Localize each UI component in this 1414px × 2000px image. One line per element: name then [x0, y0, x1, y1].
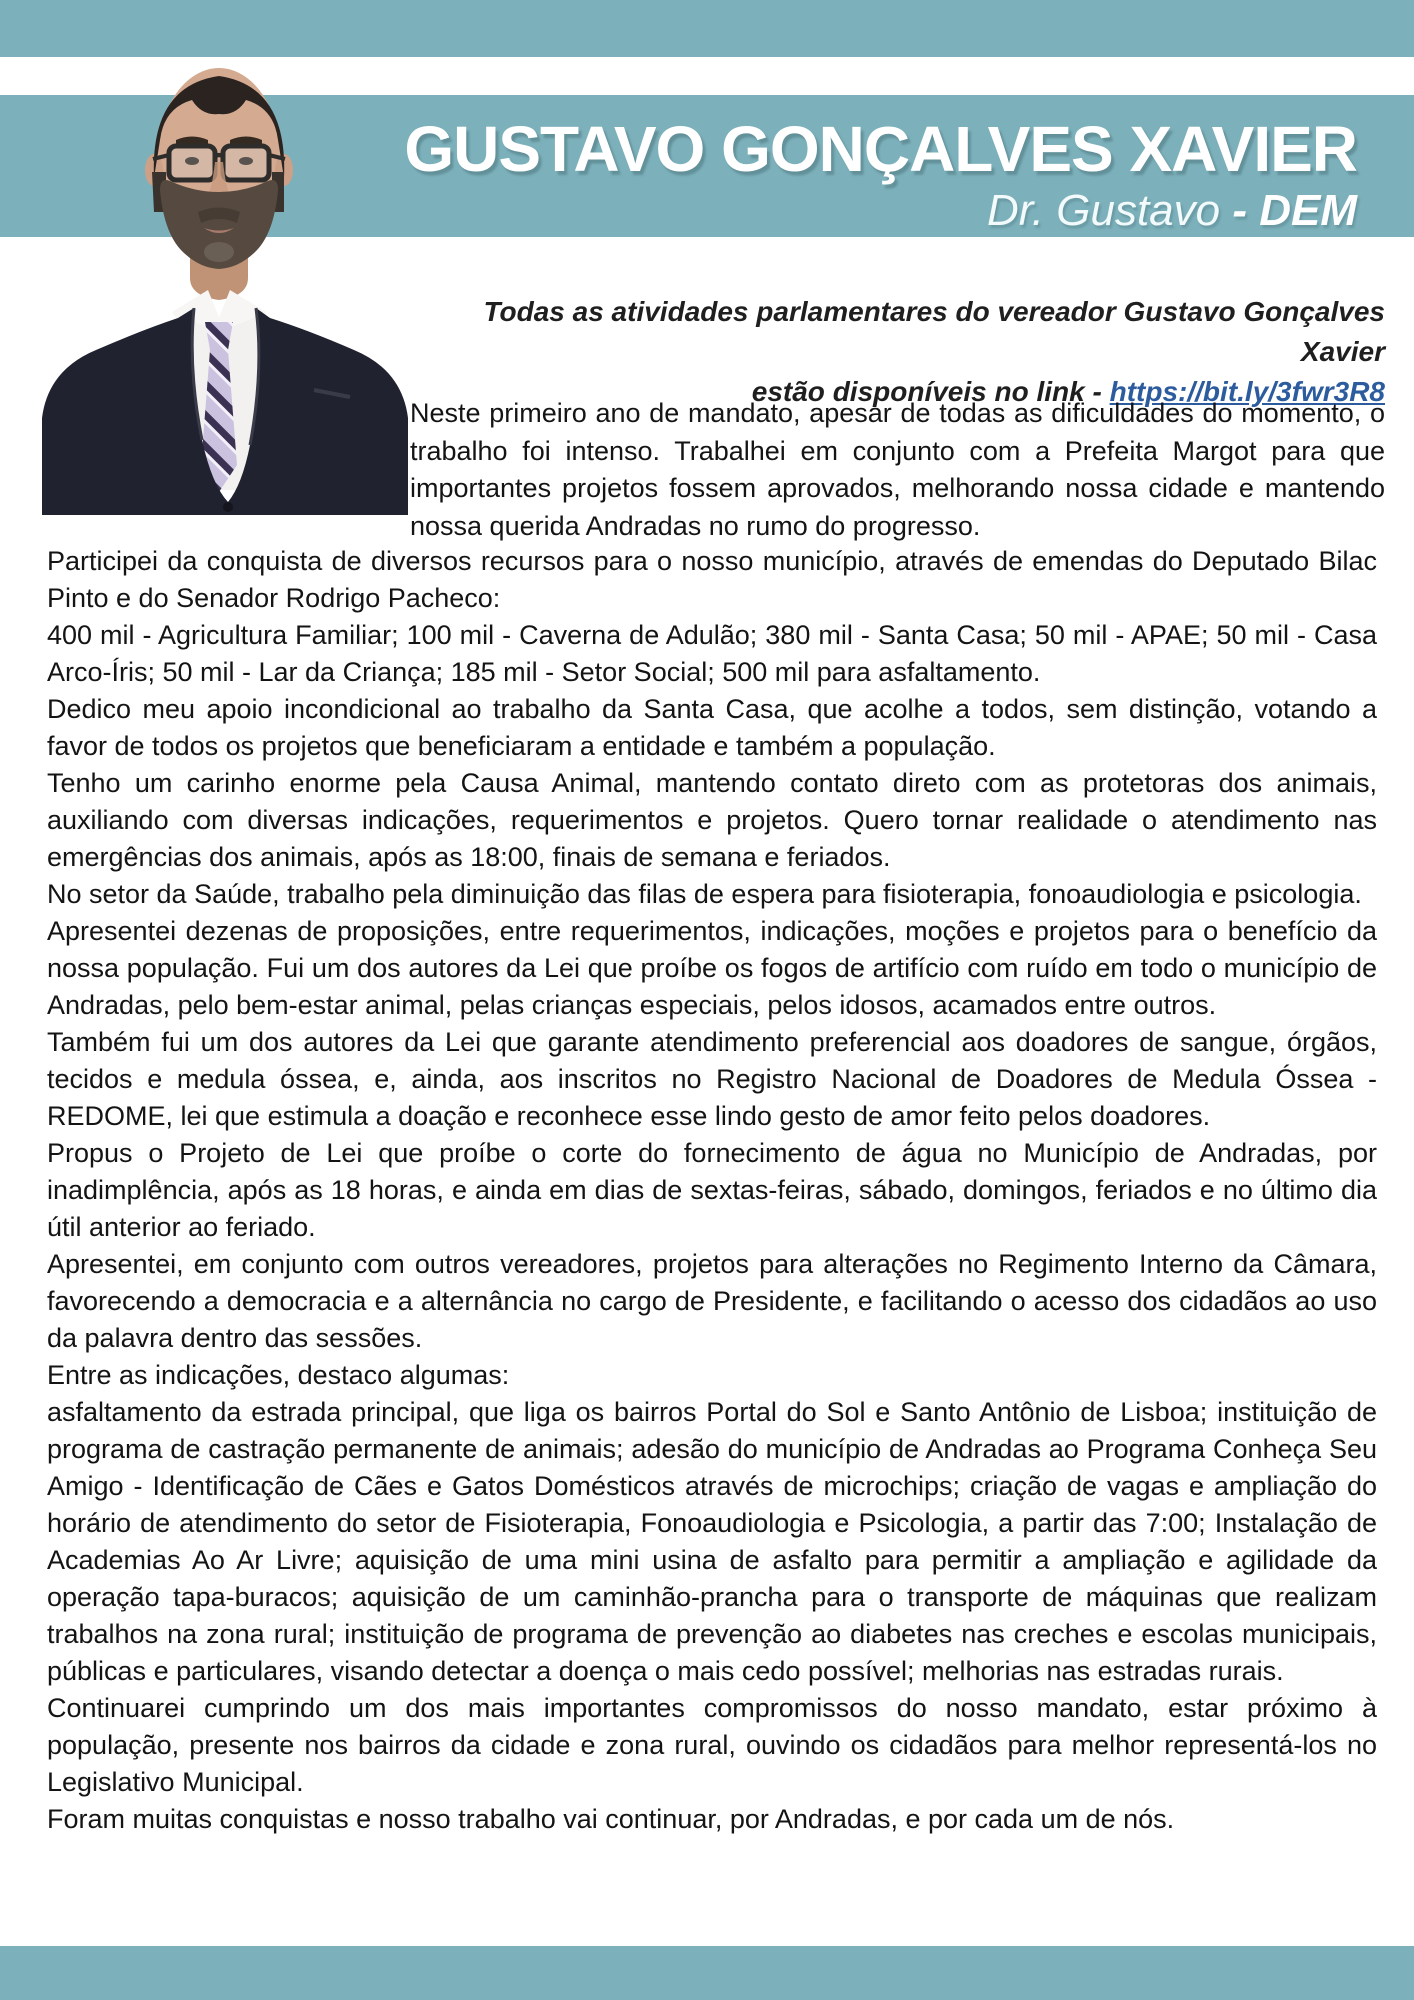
politician-subtitle [404, 186, 1357, 236]
intro-note [410, 292, 1385, 412]
body-paragraph: Tenho um carinho enorme pela Causa Animal, mantendo contato direto com as protetoras dos animais, auxiliando com diversas indicações, requerimentos e projetos. Quero tornar realidade o atendimento nas emergências dos animais, após as 18:00, finais de semana e feriados. [47, 768, 1377, 872]
politician-nickname: Dr. Gustavo [987, 186, 1221, 235]
body-paragraph: Apresentei dezenas de proposições, entre requerimentos, indicações, moções e projetos para o benefício da nossa população. Fui um dos autores da Lei que proíbe os fogos de artifício com ruído em todo o município de Andradas, pelo bem-estar animal, pelas crianças especiais, pelos idosos, acamados entre outros. [47, 916, 1377, 1020]
activities-link[interactable]: https://bit.ly/3fwr3R8 [1109, 376, 1385, 407]
body-paragraph: Foram muitas conquistas e nosso trabalho vai continuar, por Andradas, e por cada um de nós. [47, 1804, 1175, 1834]
body-paragraph: 400 mil - Agricultura Familiar; 100 mil - Caverna de Adulão; 380 mil - Santa Casa; 50 mil - APAE; 50 mil - Casa Arco-Íris; 50 mil - Lar da Criança; 185 mil - Setor Social; 500 mil para asfaltamento. [47, 620, 1377, 687]
header-title-block [404, 112, 1357, 236]
body-paragraph: asfaltamento da estrada principal, que liga os bairros Portal do Sol e Santo Antônio de Lisboa; instituição de programa de castração permanente de animais; adesão do município de Andradas ao Programa Conheça Seu Amigo - Identificação de Cães e Gatos Domésticos através de microchips; criação de vagas e ampliação do horário de atendimento do setor de Fisioterapia, Fonoaudiologia e Psicologia, a partir das 7:00; Instalação de Academias Ao Ar Livre; aquisição de uma mini usina de asfalto para permitir a ampliação e agilidade da operação tapa-buracos; aquisição de um caminhão-prancha para o transporte de máquinas que realizam trabalhos na zona rural; instituição de programa de prevenção ao diabetes nas creches e escolas municipais, públicas e particulares, visando detectar a doença o mais cedo possível; melhorias nas estradas rurais. [47, 1397, 1377, 1686]
footer-band [0, 1946, 1414, 2000]
portrait-photo [42, 60, 408, 515]
body-paragraph: Apresentei, em conjunto com outros vereadores, projetos para alterações no Regimento Interno da Câmara, favorecendo a democracia e a alternância no cargo de Presidente, e facilitando o acesso dos cidadãos ao uso da palavra dentro das sessões. [47, 1249, 1377, 1353]
body-paragraph: Entre as indicações, destaco algumas: [47, 1360, 510, 1390]
intro-note-line2: estão disponíveis no link - [751, 376, 1110, 407]
top-band [0, 0, 1414, 57]
subtitle-separator: - [1220, 186, 1260, 235]
body-paragraph: Participei da conquista de diversos recursos para o nosso município, através de emendas do Deputado Bilac Pinto e do Senador Rodrigo Pacheco: [47, 546, 1377, 613]
body-paragraph: Continuarei cumprindo um dos mais importantes compromissos do nosso mandato, estar próximo à população, presente nos bairros da cidade e zona rural, ouvindo os cidadãos para melhor representá-los no Legislativo Municipal. [47, 1693, 1377, 1797]
body-paragraph: Propus o Projeto de Lei que proíbe o corte do fornecimento de água no Município de Andradas, por inadimplência, após as 18 horas, e ainda em dias de sextas-feiras, sábado, domingos, feriados e no último dia útil anterior ao feriado. [47, 1138, 1377, 1242]
body-paragraph: Dedico meu apoio incondicional ao trabalho da Santa Casa, que acolhe a todos, sem distinção, votando a favor de todos os projetos que beneficiaram a entidade e também a população. [47, 694, 1377, 761]
body-paragraph: Também fui um dos autores da Lei que garante atendimento preferencial aos doadores de sangue, órgãos, tecidos e medula óssea, e, ainda, aos inscritos no Registro Nacional de Doadores de Medula Óssea - REDOME, lei que estimula a doação e reconhece esse lindo gesto de amor feito pelos doadores. [47, 1027, 1377, 1131]
lead-paragraph: Neste primeiro ano de mandato, apesar de todas as dificuldades do momento, o trabalho foi intenso. Trabalhei em conjunto com a Prefeita Margot para que importantes projetos fossem aprovados, melhorando nossa cidade e mantendo nossa querida Andradas no rumo do progresso. [410, 398, 1385, 541]
body-text [47, 543, 1377, 1838]
body-paragraph: No setor da Saúde, trabalho pela diminuição das filas de espera para fisioterapia, fonoaudiologia e psicologia. [47, 879, 1362, 909]
party-label: DEM [1259, 186, 1357, 235]
intro-note-line1: Todas as atividades parlamentares do vereador Gustavo Gonçalves Xavier [483, 296, 1385, 367]
politician-name: GUSTAVO GONÇALVES XAVIER [404, 113, 1357, 185]
